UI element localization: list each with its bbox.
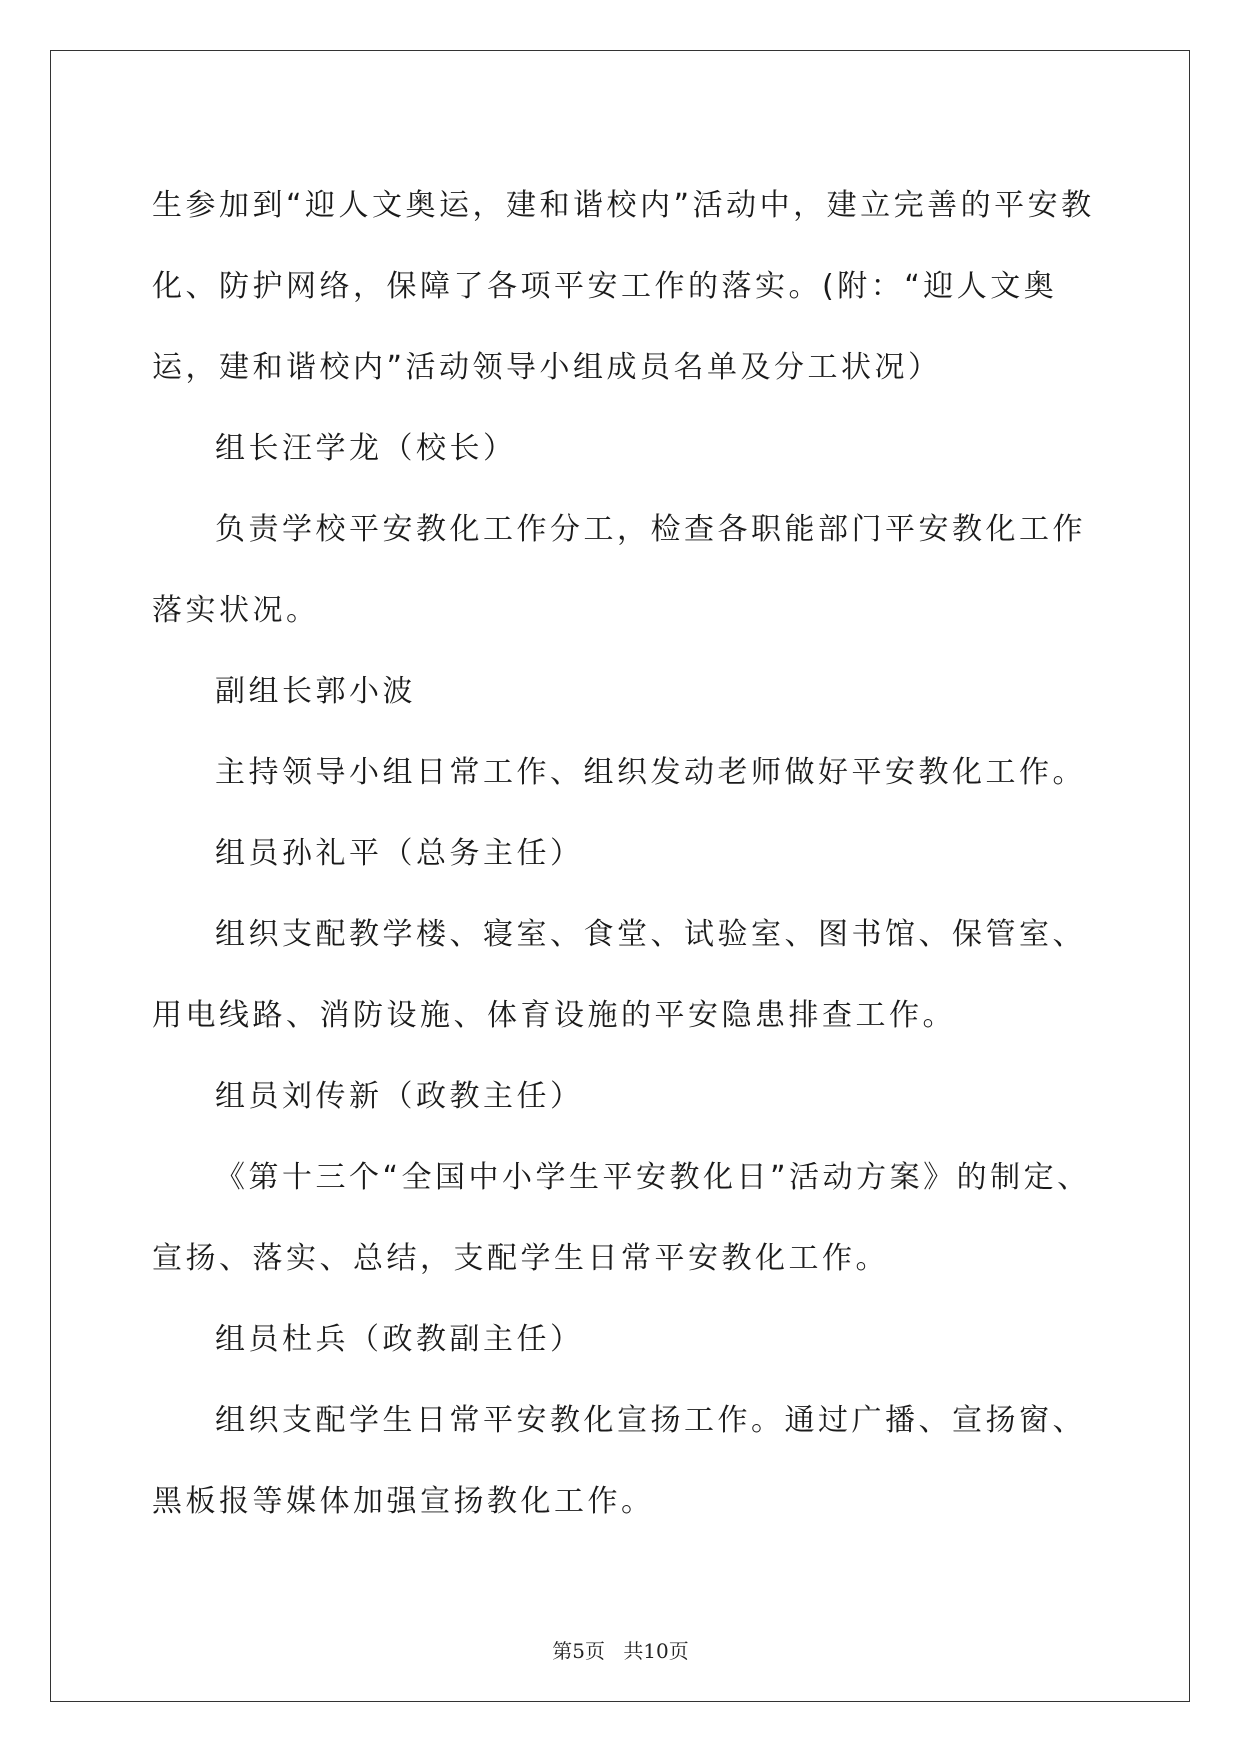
- paragraph-5: 主持领导小组日常工作、组织发动老师做好平安教化工作。: [215, 755, 1086, 790]
- page-number-current: 第5页: [552, 1639, 605, 1663]
- page-footer: [0, 1635, 1241, 1664]
- paragraph-2: 组长汪学龙（校长）: [215, 431, 517, 466]
- paragraph-3: 负责学校平安教化工作分工，检查各职能部门平安教化工作落实状况。: [152, 512, 1086, 628]
- paragraph-8: 组员刘传新（政教主任）: [215, 1079, 584, 1114]
- paragraph-1: 生参加到“迎人文奥运，建和谐校内”活动中，建立完善的平安教化、防护网络，保障了各项平安工作的落实。(附：“迎人文奥运，建和谐校内”活动领导小组成员名单及分工状况）: [152, 188, 1095, 385]
- paragraph-9: 《第十三个“全国中小学生平安教化日”活动方案》的制定、宣扬、落实、总结，支配学生日常平安教化工作。: [152, 1160, 1091, 1276]
- paragraph-7: 组织支配教学楼、寝室、食堂、试验室、图书馆、保管室、用电线路、消防设施、体育设施的平安隐患排查工作。: [152, 917, 1086, 1033]
- paragraph-4: 副组长郭小波: [215, 674, 416, 709]
- page-number-total: 共10页: [623, 1639, 689, 1663]
- paragraph-10: 组员杜兵（政教副主任）: [215, 1322, 584, 1357]
- paragraph-11: 组织支配学生日常平安教化宣扬工作。通过广播、宣扬窗、黑板报等媒体加强宣扬教化工作。: [152, 1403, 1086, 1519]
- document-body: [152, 165, 1112, 1542]
- paragraph-6: 组员孙礼平（总务主任）: [215, 836, 584, 871]
